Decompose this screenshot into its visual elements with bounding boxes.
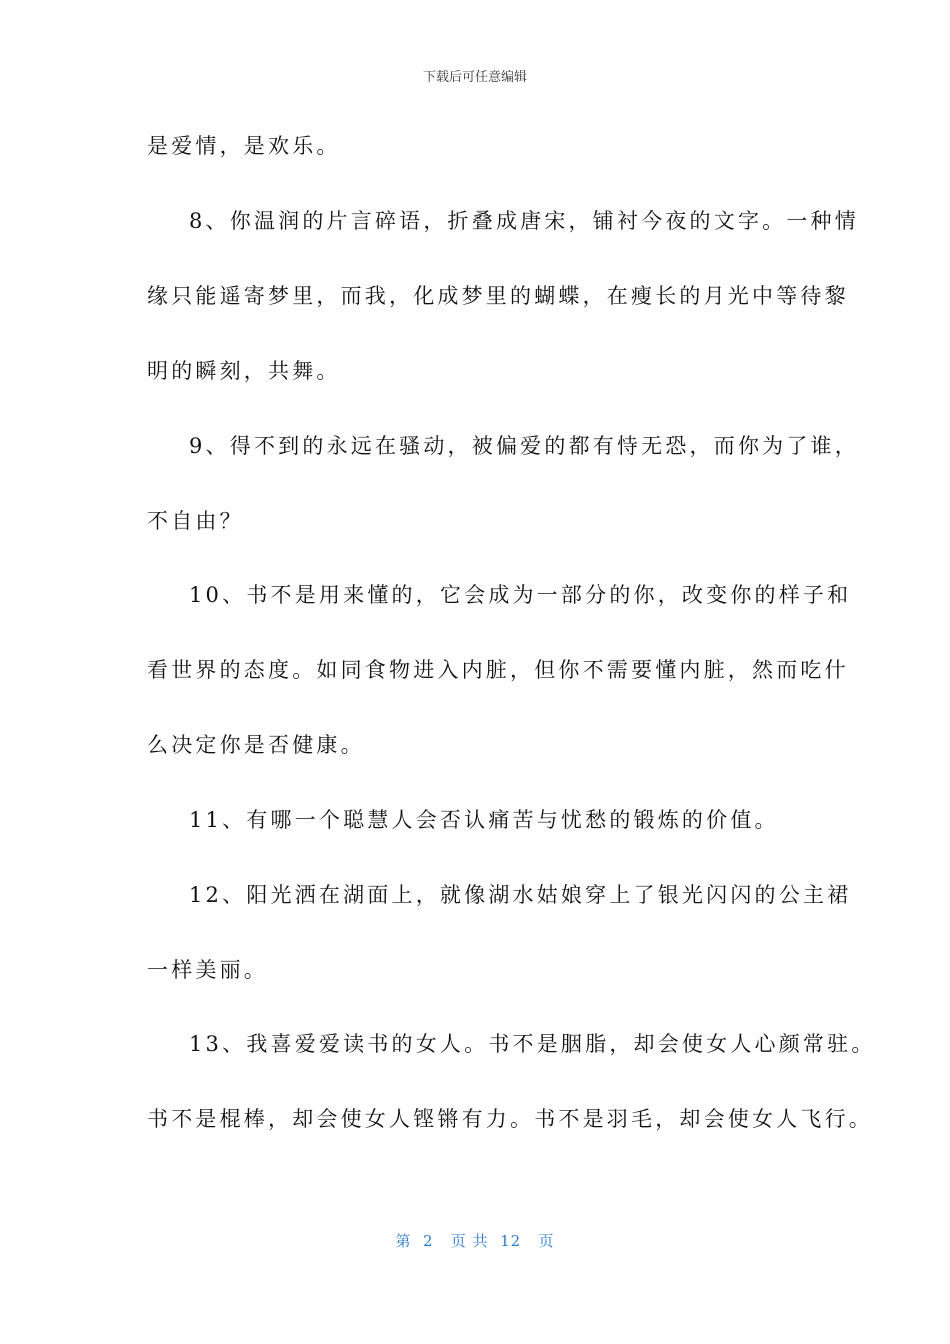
page-number-footer: 第 2 页 共 12 页 [395, 1232, 555, 1250]
text-line: 缘只能遥寄梦里，而我，化成梦里的蝴蝶，在瘦长的月光中等待黎 [147, 284, 849, 308]
text-line: 明的瞬刻，共舞。 [147, 359, 341, 383]
text-line: 12、阳光洒在湖面上，就像湖水姑娘穿上了银光闪闪的公主裙 [189, 883, 852, 907]
text-line: 13、我喜爱爱读书的女人。书不是胭脂，却会使女人心颜常驻。 [189, 1032, 876, 1056]
text-line: 么决定你是否健康。 [147, 733, 365, 757]
text-line: 是爱情，是欢乐。 [147, 134, 341, 158]
text-line: 9、得不到的永远在骚动，被偏爱的都有恃无恐，而你为了谁， [189, 434, 859, 458]
text-line: 不自由？ [147, 509, 244, 533]
text-line: 一样美丽。 [147, 958, 268, 982]
text-line: 10、书不是用来懂的，它会成为一部分的你，改变你的样子和 [189, 583, 852, 607]
text-line: 看世界的态度。如同食物进入内脏，但你不需要懂内脏，然而吃什 [147, 658, 849, 682]
text-line: 11、有哪一个聪慧人会否认痛苦与忧愁的锻炼的价值。 [189, 808, 779, 832]
text-line: 8、你温润的片言碎语，折叠成唐宋，铺衬今夜的文字。一种情 [189, 209, 859, 233]
text-line: 书不是棍棒，却会使女人铿锵有力。书不是羽毛，却会使女人飞行。 [147, 1107, 873, 1131]
page-header: 下载后可任意编辑 [422, 70, 527, 85]
